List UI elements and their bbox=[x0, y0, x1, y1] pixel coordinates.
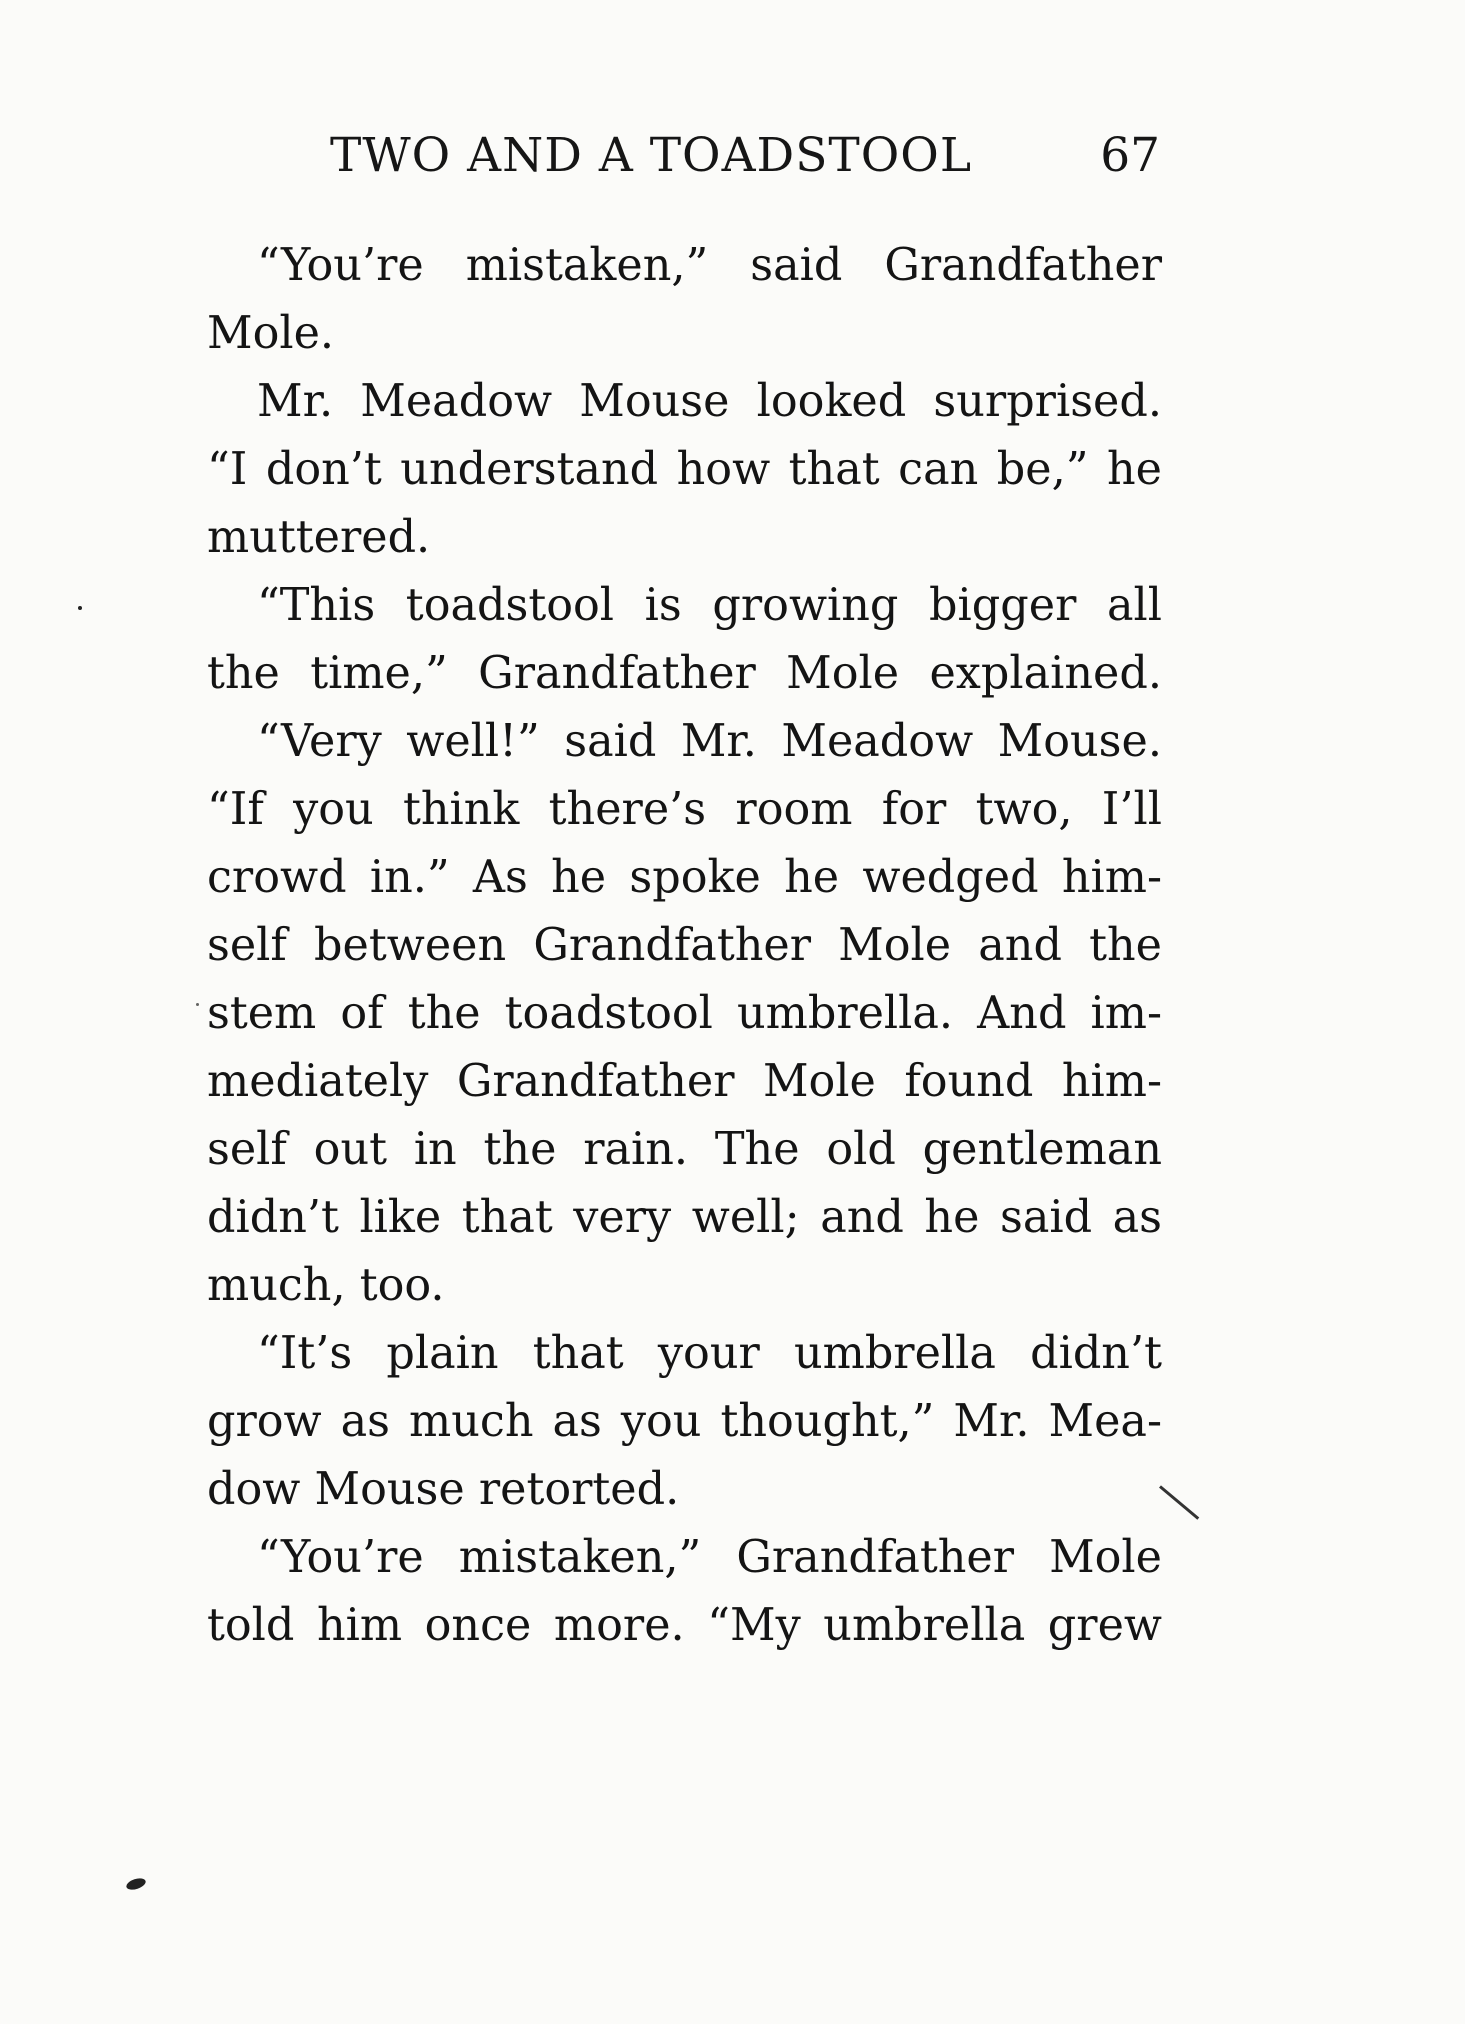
page-number: 67 bbox=[1100, 128, 1160, 183]
text-line: told him once more. “My umbrella grew bbox=[207, 1600, 1162, 1651]
stray-mark bbox=[1159, 1485, 1199, 1519]
running-title: TWO AND A TOADSTOOL bbox=[330, 128, 973, 183]
page-header bbox=[330, 128, 1160, 198]
text-line: “You’re mistaken,” said Grandfather bbox=[257, 240, 1162, 291]
text-line: Mr. Meadow Mouse looked surprised. bbox=[257, 376, 1162, 427]
text-line: stem of the toadstool umbrella. And im- bbox=[207, 988, 1162, 1039]
speck-mark bbox=[196, 1003, 199, 1006]
text-line: “This toadstool is growing bigger all bbox=[257, 580, 1162, 631]
text-line: much, too. bbox=[207, 1260, 445, 1311]
text-line: “You’re mistaken,” Grandfather Mole bbox=[257, 1532, 1162, 1583]
text-line: grow as much as you thought,” Mr. Mea- bbox=[207, 1396, 1162, 1447]
text-line: “It’s plain that your umbrella didn’t bbox=[257, 1328, 1162, 1379]
ink-blot bbox=[125, 1876, 147, 1892]
text-line: didn’t like that very well; and he said as bbox=[207, 1192, 1162, 1243]
text-line: dow Mouse retorted. bbox=[207, 1464, 680, 1515]
text-line: “Very well!” said Mr. Meadow Mouse. bbox=[257, 716, 1162, 767]
speck-mark bbox=[78, 606, 82, 610]
text-line: “I don’t understand how that can be,” he bbox=[207, 444, 1162, 495]
text-line: self between Grandfather Mole and the bbox=[207, 920, 1162, 971]
text-line: crowd in.” As he spoke he wedged him- bbox=[207, 852, 1162, 903]
text-line: “If you think there’s room for two, I’ll bbox=[207, 784, 1162, 835]
text-line: mediately Grandfather Mole found him- bbox=[207, 1056, 1162, 1107]
text-line: Mole. bbox=[207, 308, 335, 359]
text-line: muttered. bbox=[207, 512, 431, 563]
text-line: the time,” Grandfather Mole explained. bbox=[207, 648, 1162, 699]
text-line: self out in the rain. The old gentleman bbox=[207, 1124, 1162, 1175]
